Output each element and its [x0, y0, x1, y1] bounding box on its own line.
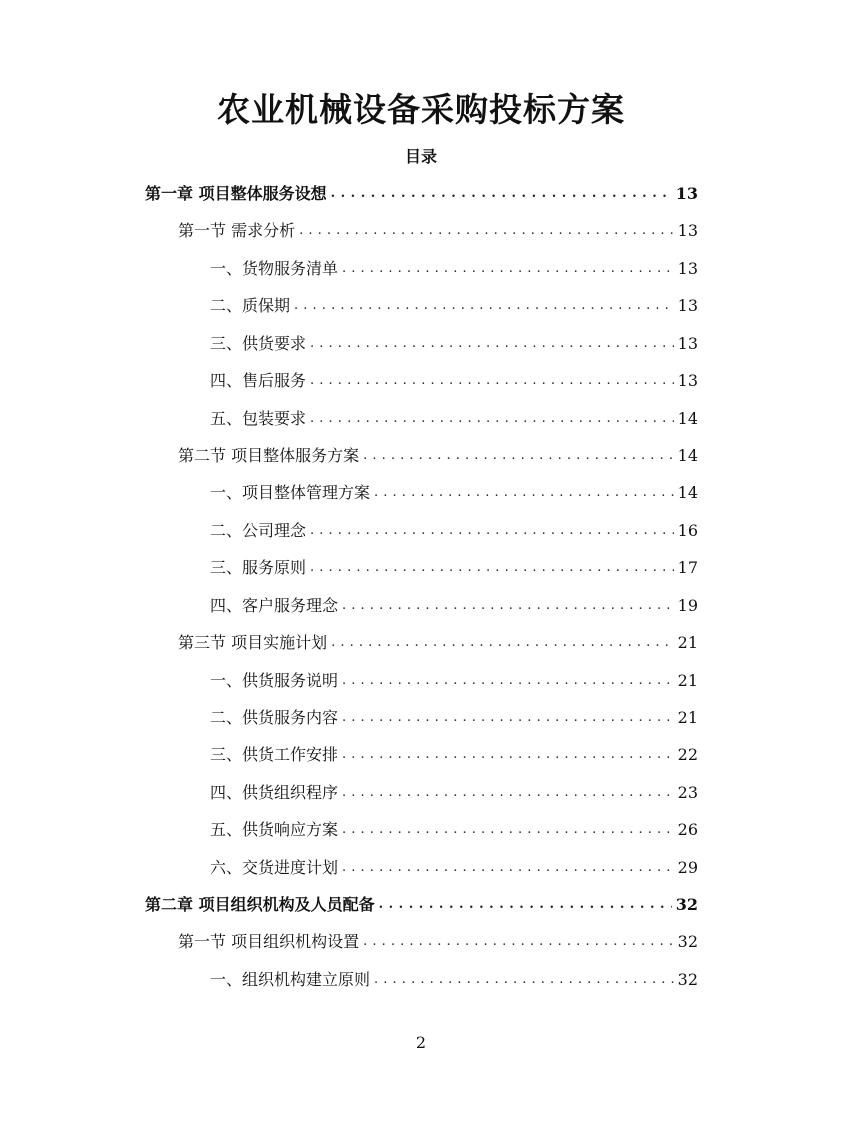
dot-leader: [342, 708, 674, 728]
toc-entry-section[interactable]: [178, 929, 698, 955]
toc-entry-label: 一、货物服务清单: [210, 259, 339, 278]
dot-leader: [310, 558, 674, 578]
toc-entry-label: 第一节 需求分析: [178, 221, 296, 240]
toc-entry-item[interactable]: [210, 555, 698, 581]
toc-entry-page: 29: [677, 858, 698, 877]
toc-entry-item[interactable]: [210, 705, 698, 731]
page-number: 2: [415, 1033, 427, 1052]
toc-entry-label: 三、服务原则: [210, 558, 307, 577]
toc-entry-item[interactable]: [210, 817, 698, 843]
dot-leader: [374, 483, 674, 503]
toc-entry-section[interactable]: [178, 218, 698, 244]
toc-entry-page: 13: [677, 296, 698, 315]
toc-entry-item[interactable]: [210, 331, 698, 357]
toc-entry-label: 第三节 项目实施计划: [178, 633, 328, 652]
dot-leader: [363, 446, 674, 466]
toc-entry-section[interactable]: [178, 443, 698, 469]
toc-entry-chapter[interactable]: [145, 892, 698, 918]
toc-entry-label: 四、供货组织程序: [210, 783, 339, 802]
toc-entry-item[interactable]: [210, 668, 698, 694]
dot-leader: [342, 783, 674, 803]
toc-entry-label: 六、交货进度计划: [210, 858, 339, 877]
dot-leader: [310, 521, 674, 541]
toc-entry-page: 13: [677, 221, 698, 240]
toc-entry-item[interactable]: [210, 780, 698, 806]
toc-entry-label: 四、客户服务理念: [210, 596, 339, 615]
toc-entry-page: 32: [675, 895, 698, 914]
toc-entry-page: 26: [677, 820, 698, 839]
toc-entry-item[interactable]: [210, 518, 698, 544]
toc-entry-page: 22: [677, 745, 698, 764]
dot-leader: [310, 334, 674, 354]
toc-entry-page: 32: [677, 932, 698, 951]
dot-leader: [379, 895, 672, 915]
toc-entry-label: 一、供货服务说明: [210, 671, 339, 690]
toc-entry-item[interactable]: [210, 256, 698, 282]
dot-leader: [374, 970, 674, 990]
dot-leader: [299, 221, 674, 241]
toc-entry-label: 三、供货要求: [210, 334, 307, 353]
toc-entry-page: 13: [677, 334, 698, 353]
toc-entry-page: 21: [677, 671, 698, 690]
toc-entry-page: 17: [677, 558, 698, 577]
toc-entry-label: 一、项目整体管理方案: [210, 483, 371, 502]
dot-leader: [363, 932, 674, 952]
toc-entry-page: 23: [677, 783, 698, 802]
toc-entry-item[interactable]: [210, 293, 698, 319]
toc-entry-label: 三、供货工作安排: [210, 745, 339, 764]
toc-entry-label: 第二节 项目整体服务方案: [178, 446, 360, 465]
toc-entry-label: 一、组织机构建立原则: [210, 970, 371, 989]
dot-leader: [331, 184, 672, 204]
toc-entry-label: 二、供货服务内容: [210, 708, 339, 727]
toc-entry-label: 五、供货响应方案: [210, 820, 339, 839]
toc-entry-label: 第一章 项目整体服务设想: [145, 184, 327, 203]
toc-entry-page: 14: [677, 483, 698, 502]
dot-leader: [342, 820, 674, 840]
toc-entry-item[interactable]: [210, 967, 698, 993]
toc-entry-label: 四、售后服务: [210, 371, 307, 390]
toc-entry-label: 五、包装要求: [210, 409, 307, 428]
toc-entry-label: 二、公司理念: [210, 521, 307, 540]
toc-entry-item[interactable]: [210, 480, 698, 506]
toc-entry-item[interactable]: [210, 593, 698, 619]
toc-entry-page: 21: [677, 633, 698, 652]
toc-entry-page: 14: [677, 409, 698, 428]
dot-leader: [342, 858, 674, 878]
toc-entry-page: 14: [677, 446, 698, 465]
toc-entry-section[interactable]: [178, 630, 698, 656]
toc-entry-item[interactable]: [210, 368, 698, 394]
dot-leader: [342, 596, 674, 616]
dot-leader: [294, 296, 674, 316]
dot-leader: [310, 371, 674, 391]
toc-entry-page: 21: [677, 708, 698, 727]
document-title: 农业机械设备采购投标方案: [217, 90, 625, 129]
toc-entry-page: 16: [677, 521, 698, 540]
toc-entry-page: 32: [677, 970, 698, 989]
toc-entry-page: 13: [677, 371, 698, 390]
toc-entry-item[interactable]: [210, 855, 698, 881]
toc-entry-item[interactable]: [210, 742, 698, 768]
toc-entry-page: 13: [677, 259, 698, 278]
toc-entry-page: 19: [677, 596, 698, 615]
toc-entry-label: 第二章 项目组织机构及人员配备: [145, 895, 375, 914]
dot-leader: [342, 671, 674, 691]
toc-entry-page: 13: [675, 184, 698, 203]
toc-entry-chapter[interactable]: [145, 181, 698, 207]
toc-entry-item[interactable]: [210, 406, 698, 432]
toc-entry-label: 第一节 项目组织机构设置: [178, 932, 360, 951]
toc-entry-label: 二、质保期: [210, 296, 291, 315]
dot-leader: [342, 259, 674, 279]
dot-leader: [331, 633, 674, 653]
dot-leader: [310, 409, 674, 429]
toc-heading: 目录: [404, 147, 437, 166]
dot-leader: [342, 745, 674, 765]
